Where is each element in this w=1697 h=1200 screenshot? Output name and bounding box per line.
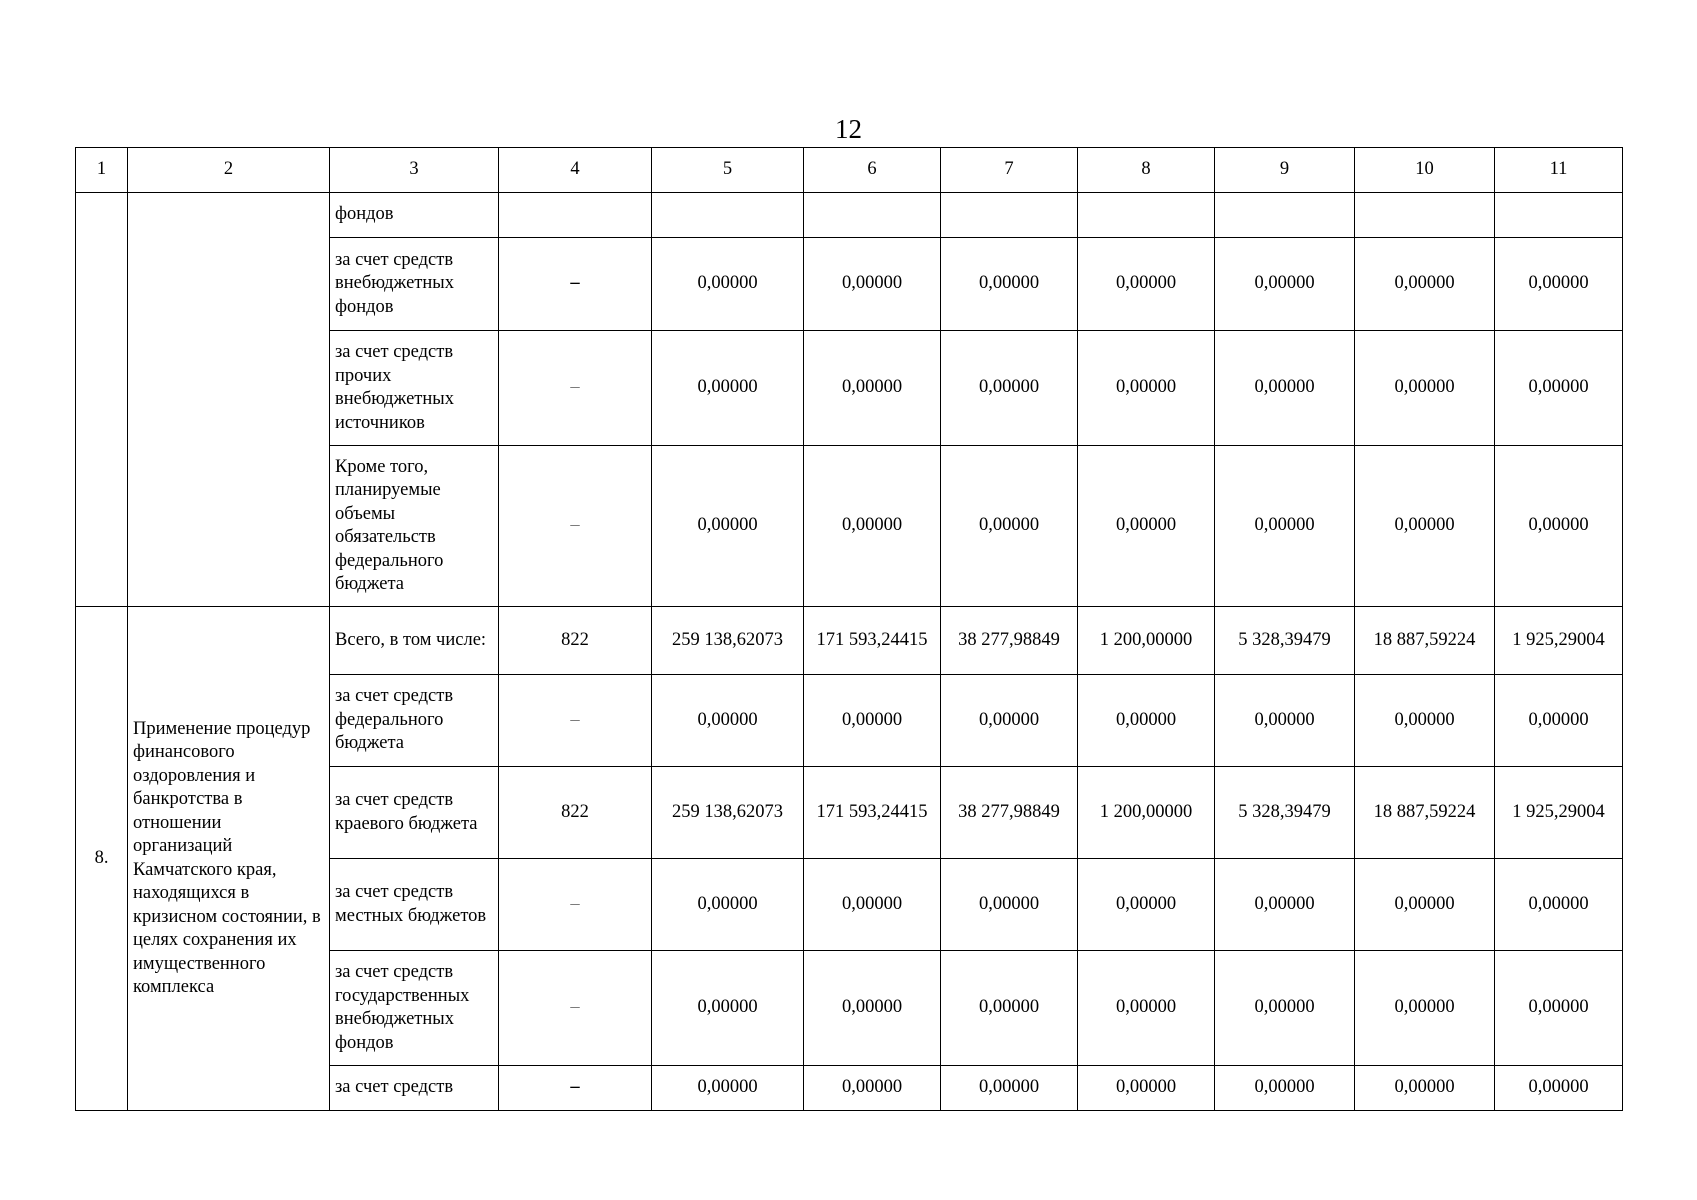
value-cell: 0,00000: [1355, 951, 1495, 1066]
page-number: 12: [835, 114, 862, 144]
column-header: 5: [652, 148, 804, 193]
value-cell: 0,00000: [1495, 331, 1623, 446]
value-cell: 0,00000: [652, 859, 804, 951]
empty-cell: [499, 193, 652, 238]
value-cell: 0,00000: [652, 238, 804, 331]
source-cell: за счет средств федерального бюджета: [330, 675, 499, 767]
code-cell: –: [499, 675, 652, 767]
column-header: 10: [1355, 148, 1495, 193]
value-cell: 0,00000: [1078, 1066, 1215, 1111]
item-number: 8.: [76, 607, 128, 1111]
value-cell: 259 138,62073: [652, 607, 804, 675]
value-cell: 0,00000: [1495, 446, 1623, 607]
value-cell: 0,00000: [1495, 859, 1623, 951]
code-cell: –: [499, 238, 652, 331]
code-cell: –: [499, 446, 652, 607]
value-cell: 0,00000: [1355, 859, 1495, 951]
value-cell: 0,00000: [652, 951, 804, 1066]
value-cell: 0,00000: [1355, 1066, 1495, 1111]
source-cell: за счет средств внебюджетных фондов: [330, 238, 499, 331]
empty-cell: [1215, 193, 1355, 238]
value-cell: 1 925,29004: [1495, 607, 1623, 675]
value-cell: 0,00000: [804, 859, 941, 951]
value-cell: 0,00000: [941, 238, 1078, 331]
value-cell: 0,00000: [1215, 331, 1355, 446]
column-header: 11: [1495, 148, 1623, 193]
value-cell: 0,00000: [1495, 675, 1623, 767]
value-cell: 0,00000: [941, 1066, 1078, 1111]
code-cell: –: [499, 951, 652, 1066]
code-cell: 822: [499, 767, 652, 859]
column-header: 1: [76, 148, 128, 193]
code-cell: 822: [499, 607, 652, 675]
value-cell: 0,00000: [1215, 951, 1355, 1066]
column-header: 3: [330, 148, 499, 193]
source-cell: за счет средств прочих внебюджетных источников: [330, 331, 499, 446]
budget-table: [75, 147, 1623, 1111]
column-header: 9: [1215, 148, 1355, 193]
value-cell: 5 328,39479: [1215, 767, 1355, 859]
value-cell: 0,00000: [1495, 1066, 1623, 1111]
table-row: [76, 193, 1623, 238]
code-cell: –: [499, 1066, 652, 1111]
item-name-cell: [128, 193, 330, 607]
value-cell: 0,00000: [1078, 951, 1215, 1066]
value-cell: 0,00000: [1355, 675, 1495, 767]
value-cell: 0,00000: [1078, 446, 1215, 607]
column-header: 7: [941, 148, 1078, 193]
value-cell: 0,00000: [941, 859, 1078, 951]
value-cell: 0,00000: [1355, 238, 1495, 331]
value-cell: 171 593,24415: [804, 767, 941, 859]
value-cell: 0,00000: [941, 951, 1078, 1066]
table-row: [76, 607, 1623, 675]
value-cell: 0,00000: [1355, 446, 1495, 607]
value-cell: 1 925,29004: [1495, 767, 1623, 859]
empty-cell: [941, 193, 1078, 238]
value-cell: 18 887,59224: [1355, 607, 1495, 675]
column-header: 4: [499, 148, 652, 193]
value-cell: 5 328,39479: [1215, 607, 1355, 675]
source-cell: за счет средств государственных внебюджетных фондов: [330, 951, 499, 1066]
column-header: 6: [804, 148, 941, 193]
header-row: [76, 148, 1623, 193]
empty-cell: [1495, 193, 1623, 238]
source-cell: фондов: [330, 193, 499, 238]
value-cell: 0,00000: [1355, 331, 1495, 446]
source-cell: за счет средств: [330, 1066, 499, 1111]
value-cell: 0,00000: [1078, 859, 1215, 951]
value-cell: 0,00000: [804, 1066, 941, 1111]
item-name: Применение процедур финансового оздоровления и банкротства в отношении организаций Камчатского края, находящихся в кризисном состоянии, в целях сохранения их имущественного комплекса: [128, 607, 330, 1111]
value-cell: 38 277,98849: [941, 767, 1078, 859]
value-cell: 0,00000: [1215, 446, 1355, 607]
source-cell: за счет средств краевого бюджета: [330, 767, 499, 859]
value-cell: 0,00000: [652, 1066, 804, 1111]
value-cell: 18 887,59224: [1355, 767, 1495, 859]
value-cell: 0,00000: [1215, 238, 1355, 331]
source-cell: за счет средств местных бюджетов: [330, 859, 499, 951]
value-cell: 38 277,98849: [941, 607, 1078, 675]
code-cell: –: [499, 331, 652, 446]
empty-cell: [1355, 193, 1495, 238]
column-header: 8: [1078, 148, 1215, 193]
value-cell: 0,00000: [804, 331, 941, 446]
value-cell: 0,00000: [941, 675, 1078, 767]
source-cell: Всего, в том числе:: [330, 607, 499, 675]
value-cell: 259 138,62073: [652, 767, 804, 859]
item-number-cell: [76, 193, 128, 607]
value-cell: 1 200,00000: [1078, 767, 1215, 859]
value-cell: 0,00000: [941, 446, 1078, 607]
value-cell: 0,00000: [941, 331, 1078, 446]
value-cell: 0,00000: [804, 675, 941, 767]
value-cell: 0,00000: [652, 446, 804, 607]
value-cell: 0,00000: [804, 446, 941, 607]
value-cell: 1 200,00000: [1078, 607, 1215, 675]
column-header: 2: [128, 148, 330, 193]
code-cell: –: [499, 859, 652, 951]
empty-cell: [804, 193, 941, 238]
empty-cell: [1078, 193, 1215, 238]
value-cell: 171 593,24415: [804, 607, 941, 675]
value-cell: 0,00000: [1215, 675, 1355, 767]
value-cell: 0,00000: [1078, 331, 1215, 446]
value-cell: 0,00000: [1215, 1066, 1355, 1111]
value-cell: 0,00000: [1495, 951, 1623, 1066]
value-cell: 0,00000: [652, 675, 804, 767]
empty-cell: [652, 193, 804, 238]
value-cell: 0,00000: [804, 238, 941, 331]
value-cell: 0,00000: [1078, 675, 1215, 767]
value-cell: 0,00000: [652, 331, 804, 446]
value-cell: 0,00000: [804, 951, 941, 1066]
value-cell: 0,00000: [1078, 238, 1215, 331]
value-cell: 0,00000: [1215, 859, 1355, 951]
value-cell: 0,00000: [1495, 238, 1623, 331]
source-cell: Кроме того, планируемые объемы обязательств федерального бюджета: [330, 446, 499, 607]
